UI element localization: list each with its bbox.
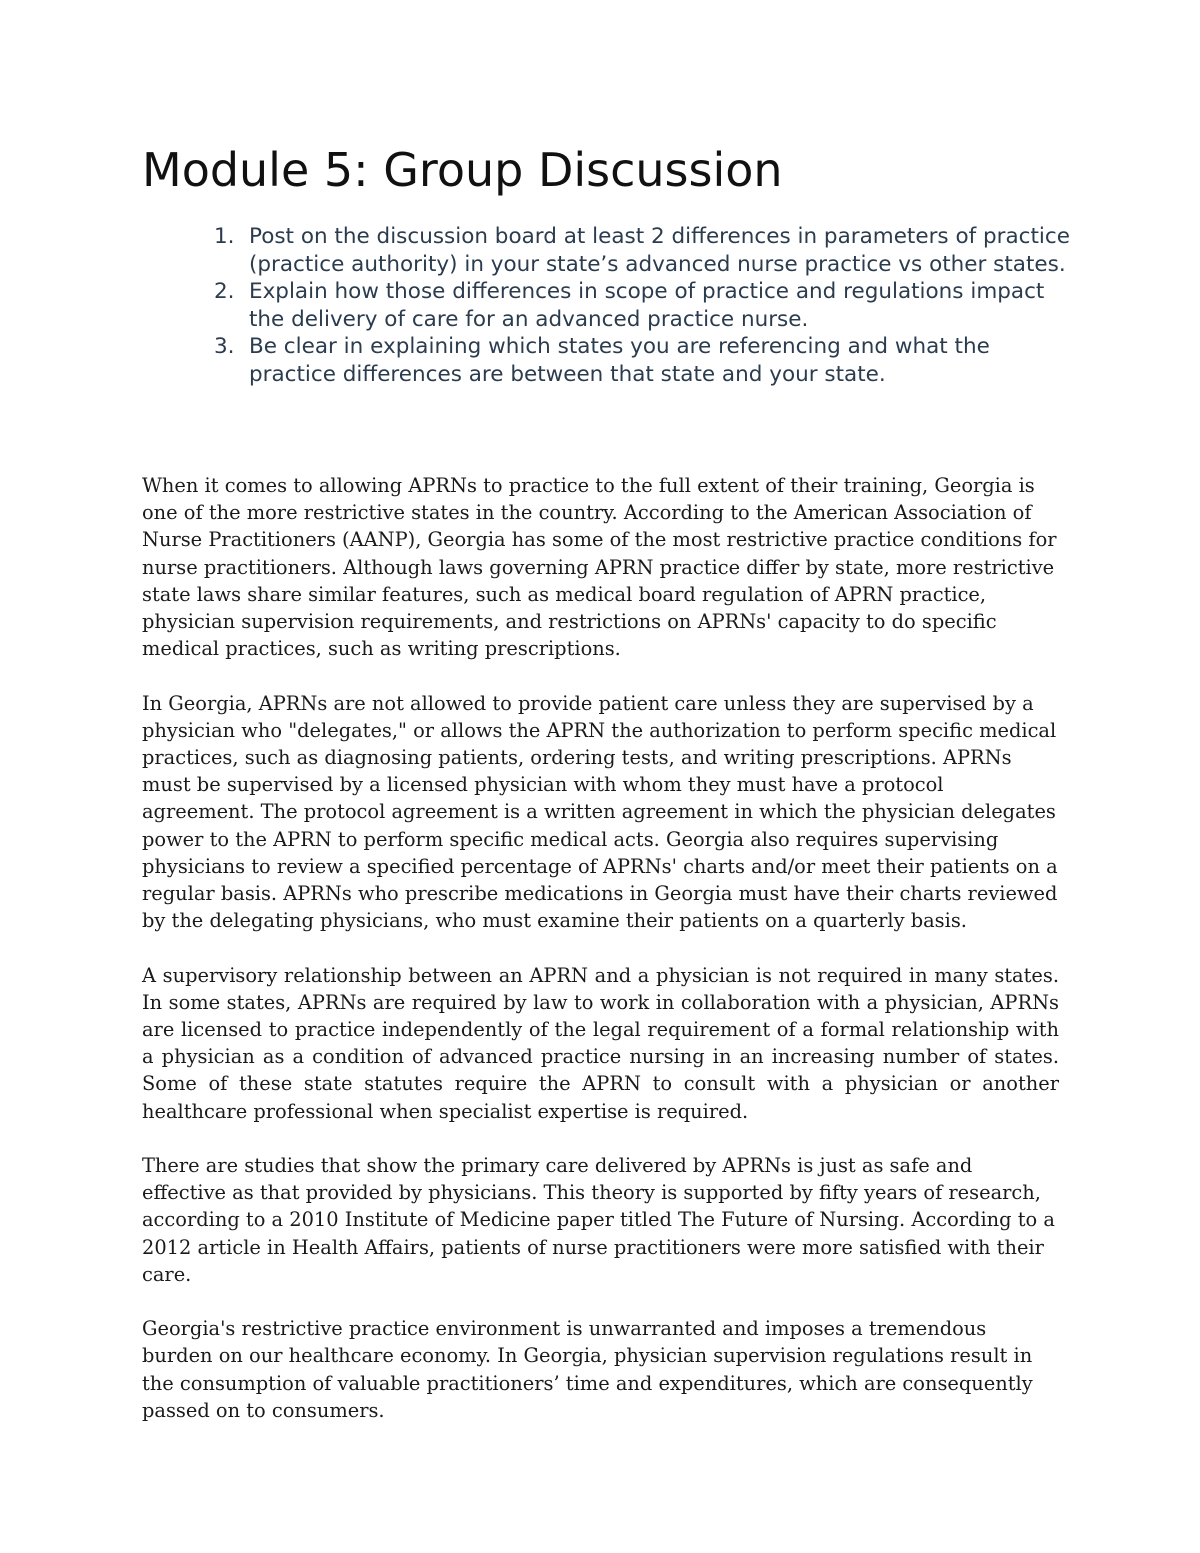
instruction-number: 1.: [214, 224, 235, 249]
page-title: Module 5: Group Discussion: [142, 143, 783, 197]
instruction-number: 3.: [214, 334, 235, 359]
paragraph-georgia-supervision: In Georgia, APRNs are not allowed to provide patient care unless they are supervised by a physician who "delegates," or allows the APRN the authorization to perform specific medical practices, such as diagnosing patients, ordering tests, and writing prescriptions. APRNs must be supervised by a licensed physician with whom they must have a protocol agreement. The protocol agreement is a written agreement in which the physician delegates power to the APRN to perform specific medical acts. Georgia also requires supervising physicians to review a specified percentage of APRNs' charts and/or meet their patients on a regular basis. APRNs who prescribe medications in Georgia must have their charts reviewed by the delegating physicians, who must examine their patients on a quarterly basis.: [142, 691, 1058, 933]
instruction-item: [200, 278, 1080, 333]
instruction-item: [200, 333, 1080, 388]
instruction-text: Explain how those differences in scope of practice and regulations impact the delivery of care for an advanced practice nurse.: [249, 279, 1045, 332]
instruction-text: Be clear in explaining which states you are referencing and what the practice differences are between that state and your state.: [249, 334, 990, 387]
instruction-text: Post on the discussion board at least 2 differences in parameters of practice (practice authority) in your state’s advanced nurse practice vs other states.: [249, 224, 1070, 277]
paragraph-georgia-restrictive: When it comes to allowing APRNs to practice to the full extent of their training, Georgia is one of the more restrictive states in the country. According to the American Association of Nurse Practitioners (AANP), Georgia has some of the most restrictive practice conditions for nurse practitioners. Although laws governing APRN practice differ by state, more restrictive state laws share similar features, such as medical board regulation of APRN practice, physician supervision requirements, and restrictions on APRNs' capacity to do specific medical practices, such as writing prescriptions.: [142, 474, 1057, 661]
instruction-number: 2.: [214, 279, 235, 304]
paragraph-conclusion: Georgia's restrictive practice environment is unwarranted and imposes a tremendous burden on our healthcare economy. In Georgia, physician supervision regulations result in the consumption of valuable practitioners’ time and expenditures, which are consequently passed on to consumers.: [142, 1317, 1033, 1422]
paragraph-research: There are studies that show the primary care delivered by APRNs is just as safe and effective as that provided by physicians. This theory is supported by fifty years of research, according to a 2010 Institute of Medicine paper titled The Future of Nursing. According to a 2012 article in Health Affairs, patients of nurse practitioners were more satisfied with their care.: [142, 1154, 1055, 1286]
paragraph-other-states: A supervisory relationship between an APRN and a physician is not required in many states. In some states, APRNs are required by law to work in collaboration with a physician, APRNs are licensed to practice independently of the legal requirement of a formal relationship with a physician as a condition of advanced practice nursing in an increasing number of states. Some of these state statutes require the APRN to consult with a physician or another healthcare professional when specialist expertise is required.: [142, 963, 1059, 1123]
discussion-response: [142, 472, 1059, 1451]
instruction-item: [200, 223, 1080, 278]
instruction-list: [200, 223, 1080, 388]
